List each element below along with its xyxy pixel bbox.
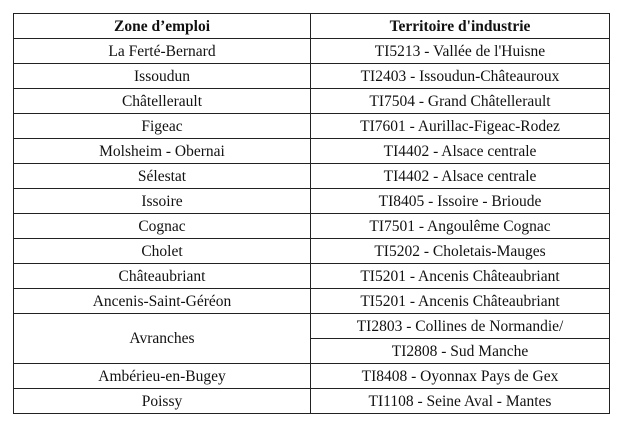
territoire-cell: TI2808 - Sud Manche: [311, 339, 610, 364]
table-row: [14, 189, 610, 214]
zone-cell: Issoire: [14, 189, 311, 214]
table-row: [14, 64, 610, 89]
table-row: [14, 89, 610, 114]
territoire-cell: TI7601 - Aurillac-Figeac-Rodez: [311, 114, 610, 139]
territoire-cell: TI7501 - Angoulême Cognac: [311, 214, 610, 239]
zone-cell: Avranches: [14, 314, 311, 364]
table-row: [14, 389, 610, 414]
territoire-cell: TI4402 - Alsace centrale: [311, 139, 610, 164]
zone-cell: Ancenis-Saint-Géréon: [14, 289, 311, 314]
zone-cell: Molsheim - Obernai: [14, 139, 311, 164]
table-row: [14, 264, 610, 289]
territoire-cell: TI7504 - Grand Châtellerault: [311, 89, 610, 114]
table-row: [14, 314, 610, 339]
territoire-cell: TI5202 - Choletais-Mauges: [311, 239, 610, 264]
zone-cell: Ambérieu-en-Bugey: [14, 364, 311, 389]
table-row: [14, 364, 610, 389]
table-row: [14, 164, 610, 189]
zone-cell: Cholet: [14, 239, 311, 264]
zone-cell: Figeac: [14, 114, 311, 139]
zone-cell: Sélestat: [14, 164, 311, 189]
territoire-cell: TI5213 - Vallée de l'Huisne: [311, 39, 610, 64]
table-row: [14, 114, 610, 139]
zone-cell: Châteaubriant: [14, 264, 311, 289]
territoire-cell: TI4402 - Alsace centrale: [311, 164, 610, 189]
table-row: [14, 39, 610, 64]
header-row: [14, 14, 610, 39]
zone-cell: Issoudun: [14, 64, 311, 89]
table-row: [14, 289, 610, 314]
header-territoire: Territoire d'industrie: [311, 14, 610, 39]
territoire-cell: TI2803 - Collines de Normandie/: [311, 314, 610, 339]
territoire-cell: TI5201 - Ancenis Châteaubriant: [311, 264, 610, 289]
zone-cell: Châtellerault: [14, 89, 311, 114]
territoire-cell: TI8408 - Oyonnax Pays de Gex: [311, 364, 610, 389]
zone-cell: Poissy: [14, 389, 311, 414]
territoire-cell: TI2403 - Issoudun-Châteauroux: [311, 64, 610, 89]
table-row: [14, 214, 610, 239]
zone-cell: La Ferté-Bernard: [14, 39, 311, 64]
header-zone: Zone d’emploi: [14, 14, 311, 39]
table-row: [14, 239, 610, 264]
territoire-cell: TI1108 - Seine Aval - Mantes: [311, 389, 610, 414]
territoire-cell: TI8405 - Issoire - Brioude: [311, 189, 610, 214]
table-row: [14, 139, 610, 164]
zone-territoire-table: [13, 13, 610, 414]
territoire-cell: TI5201 - Ancenis Châteaubriant: [311, 289, 610, 314]
zone-cell: Cognac: [14, 214, 311, 239]
